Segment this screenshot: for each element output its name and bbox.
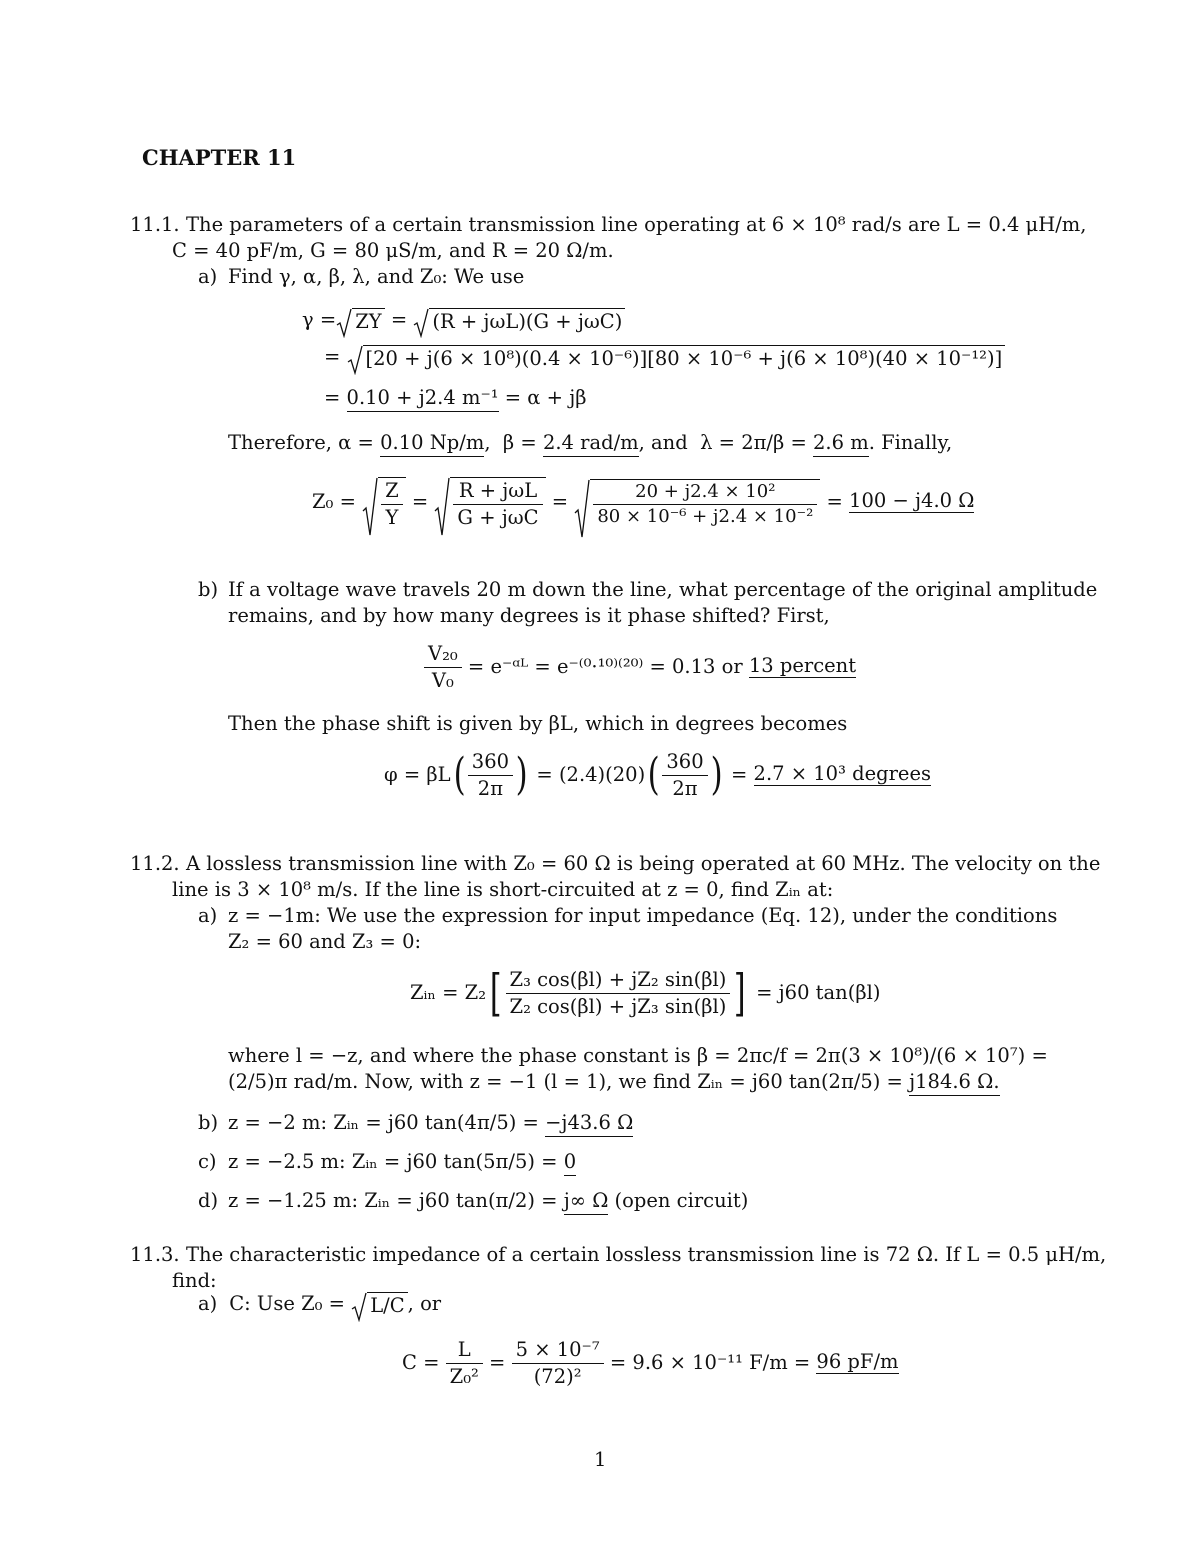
part-d-text [228, 1191, 748, 1211]
problem-number-11-3: 11.3. [130, 1243, 180, 1266]
part-a-result: j184.6 Ω. [909, 1070, 999, 1096]
problem-11-1-line-1: The parameters of a certain transmission line operating at 6 × 10⁸ rad/s are L = 0.4 μH/m, [186, 213, 1087, 236]
problem-number-11-1: 11.1. [130, 213, 180, 236]
problem-11-2-line-1: A lossless transmission line with Z₀ = 60 Ω is being operated at 60 MHz. The velocity on the [186, 852, 1101, 875]
problem-11-3-line-1: The characteristic impedance of a certain lossless transmission line is 72 Ω. If L = 0.5 μH/m, [186, 1243, 1107, 1266]
where-text: (2/5)π rad/m. Now, with z = −1 (l = 1), we find Zᵢₙ = j60 tan(2π/5) = [228, 1070, 910, 1093]
part-b-text [228, 1113, 633, 1133]
beta-result: 2.4 rad/m [543, 431, 639, 457]
part-d-label: d) [198, 1189, 219, 1212]
capacitance-equation [402, 1340, 899, 1386]
part-b-expression: z = −2 m: Zᵢₙ = j60 tan(4π/5) = [228, 1111, 546, 1134]
therefore-text-1: Therefore, α = [228, 431, 381, 454]
part-a-label: a) [198, 1292, 218, 1315]
frac-num: Z [381, 481, 403, 505]
lambda-result: 2.6 m [813, 431, 869, 457]
equals: = [324, 345, 347, 368]
frac-den: Z₂ cos(βl) + jZ₃ sin(βl) [509, 994, 727, 1018]
part-a-row [198, 1292, 441, 1316]
problem-11-2-line-2: line is 3 × 10⁸ m/s. If the line is short-circuited at z = 0, find Zᵢₙ at: [172, 878, 834, 901]
frac-den: Z₀² [449, 1364, 479, 1388]
part-c-result: 0 [564, 1150, 576, 1176]
part-d-tail: (open circuit) [608, 1189, 749, 1212]
ratio-expression: = e⁻ᵅᴸ = e⁻⁽⁰·¹⁰⁾⁽²⁰⁾ = 0.13 or [461, 655, 749, 679]
c-lhs: C = [402, 1351, 446, 1375]
therefore-text-3: , and λ = 2π/β = [638, 431, 813, 454]
frac-num: L [446, 1340, 483, 1364]
sqrt-rjwl-gjwc [413, 308, 625, 332]
part-c-label: c) [198, 1150, 217, 1173]
frac-num: V₂₀ [424, 644, 462, 668]
where-line-2 [228, 1072, 1000, 1092]
part-a-label: a) [198, 265, 218, 288]
amplitude-ratio-equation [424, 644, 856, 690]
part-b-line-1: If a voltage wave travels 20 m down the line, what percentage of the original amplitude [228, 578, 1098, 601]
frac-den: G + jωC [457, 505, 539, 529]
zin-lhs: Zᵢₙ = Z₂ [410, 981, 487, 1005]
part-a-tail: , or [407, 1292, 442, 1315]
part-a-text: Find γ, α, β, λ, and Z₀: We use [228, 265, 525, 288]
sqrt-numeric-body: [20 + j(6 × 10⁸)(0.4 × 10⁻⁶)][80 × 10⁻⁶ + j(6 × 10⁸)(40 × 10⁻¹²)] [363, 345, 1006, 369]
part-a-label: a) [198, 904, 218, 927]
c-result: 96 pF/m [816, 1349, 899, 1373]
part-d-expression: z = −1.25 m: Zᵢₙ = j60 tan(π/2) = [228, 1189, 564, 1212]
phi-mid: = (2.4)(20) [530, 763, 646, 787]
sqrt-l-over-c [351, 1292, 407, 1316]
sqrt-z-over-y [362, 477, 406, 527]
part-b-label: b) [198, 578, 219, 601]
frac-num: R + jωL [453, 481, 542, 505]
part-c-expression: z = −2.5 m: Zᵢₙ = j60 tan(5π/5) = [228, 1150, 564, 1173]
frac-den: 2π [477, 776, 504, 800]
frac-den: V₀ [431, 668, 454, 692]
gamma-tail: = α + jβ [498, 386, 587, 409]
frac-den: (72)² [533, 1364, 582, 1388]
sqrt-numeric-ratio [574, 479, 820, 526]
page-number: 1 [594, 1448, 607, 1471]
frac-num: 360 [468, 752, 513, 776]
sqrt-zy [336, 308, 384, 332]
zin-equation: Zᵢₙ = Z₂ [ $\frac{\text{Z₃ cos(βl) + jZ₂ sin(βl)}}{\text{Z₂ cos(βl) + jZ₃ sin(βl)}}$ ] = j60 tan(βl) [410, 964, 881, 1022]
equals: = [724, 763, 754, 787]
part-c-text [228, 1152, 576, 1172]
frac-num: 20 + j2.4 × 10² [593, 483, 817, 505]
where-line-1: where l = −z, and where the phase constant is β = 2πc/f = 2π(3 × 10⁸)/(6 × 10⁷) = [228, 1044, 1048, 1067]
chapter-title: CHAPTER 11 [142, 145, 297, 170]
phi-equation: φ = βL ( $\frac{360}{2\pi}$ ) = (2.4)(20) ( $\frac{360}{2\pi}$ ) = 2.7 × 10³ degrees [384, 749, 932, 800]
equals: = [324, 386, 347, 409]
z0-result: 100 − j4.0 Ω [849, 488, 975, 512]
therefore-text-2: , β = [484, 431, 543, 454]
frac-den: Y [385, 505, 399, 529]
equals: = [545, 490, 575, 514]
radical-sign [336, 308, 352, 338]
z0-lhs: Z₀ = [312, 490, 363, 514]
problem-number-11-2: 11.2. [130, 852, 180, 875]
equals: = [405, 490, 435, 514]
zin-rhs: = j60 tan(βl) [749, 981, 881, 1005]
frac-num: 360 [662, 752, 707, 776]
phi-lhs: φ = βL [384, 763, 451, 787]
part-a-text: C: Use Z₀ = [229, 1292, 352, 1315]
frac-den: 80 × 10⁻⁶ + j2.4 × 10⁻² [597, 505, 814, 527]
part-b-result: −j43.6 Ω [545, 1111, 633, 1137]
therefore-line [228, 433, 952, 453]
radical-sign [574, 479, 590, 539]
sqrt-numeric [347, 345, 1006, 369]
frac-num: Z₃ cos(βl) + jZ₂ sin(βl) [506, 970, 731, 994]
part-a-line-2: Z₂ = 60 and Z₃ = 0: [228, 930, 422, 953]
phi-result: 2.7 × 10³ degrees [753, 761, 932, 785]
radical-sign [413, 308, 429, 338]
ratio-result: 13 percent [748, 653, 857, 677]
part-d-result: j∞ Ω [564, 1189, 609, 1215]
radical-sign [347, 345, 363, 375]
part-b-label: b) [198, 1111, 219, 1134]
sqrt-l-over-c-body: L/C [367, 1292, 407, 1316]
gamma-equation-line-2 [324, 345, 1005, 369]
gamma-result: 0.10 + j2.4 m⁻¹ [347, 386, 499, 412]
problem-11-3-line-2: find: [172, 1269, 217, 1292]
therefore-text-4: . Finally, [868, 431, 953, 454]
sqrt-rjwl-over-gjwc [434, 477, 545, 527]
part-a-line-1: z = −1m: We use the expression for input impedance (Eq. 12), under the conditions [228, 904, 1058, 927]
radical-sign [362, 477, 378, 537]
part-b-line-2: remains, and by how many degrees is it phase shifted? First, [228, 604, 830, 627]
gamma-equation-line-1 [302, 308, 625, 332]
equals: = [820, 490, 850, 514]
gamma-lhs: γ = [302, 308, 337, 331]
sqrt-rjwl-body: (R + jωL)(G + jωC) [429, 308, 625, 332]
problem-11-1-line-2: C = 40 pF/m, G = 80 μS/m, and R = 20 Ω/m. [172, 239, 614, 262]
equals: = [384, 308, 414, 331]
c-mid: = 9.6 × 10⁻¹¹ F/m = [603, 1351, 817, 1375]
frac-den: 2π [672, 776, 698, 800]
phase-shift-text: Then the phase shift is given by βL, which in degrees becomes [228, 712, 848, 735]
alpha-result: 0.10 Np/m [380, 431, 484, 457]
radical-sign [351, 1292, 367, 1322]
sqrt-zy-body: ZY [352, 308, 384, 332]
gamma-equation-line-3 [324, 388, 587, 408]
z0-equation [312, 477, 974, 527]
frac-num: 5 × 10⁻⁷ [512, 1340, 604, 1364]
radical-sign [434, 477, 450, 537]
equals: = [482, 1351, 512, 1375]
